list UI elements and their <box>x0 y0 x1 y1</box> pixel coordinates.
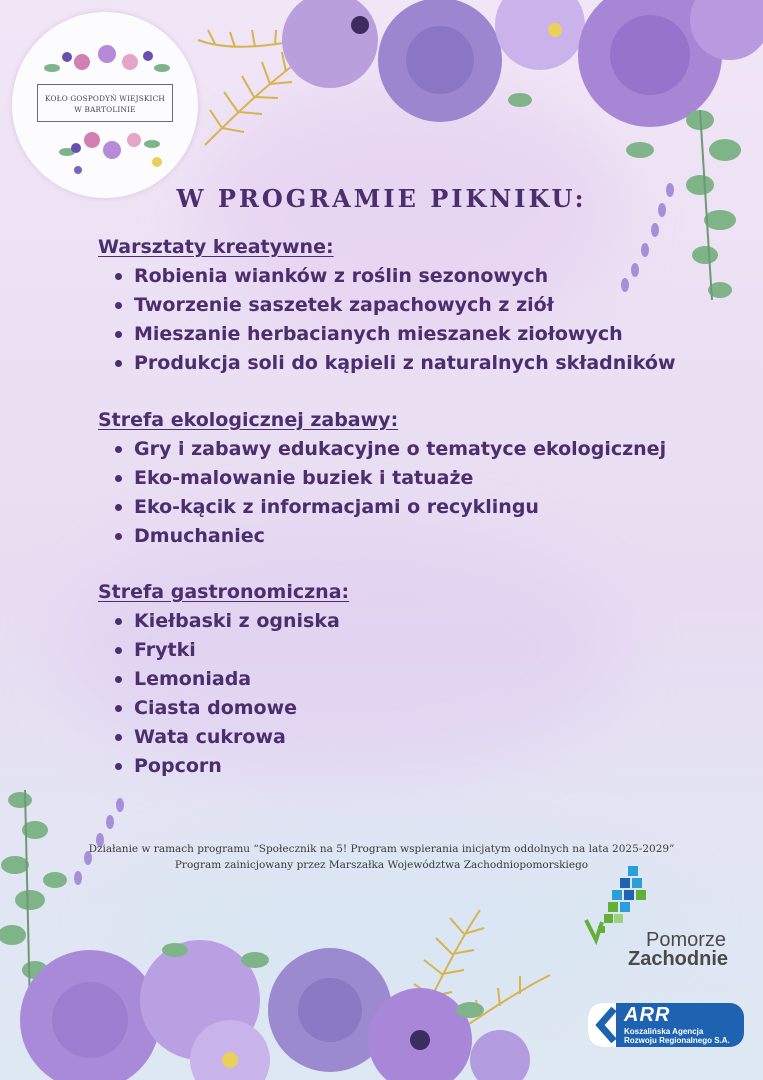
pomorze-zachodnie-logo <box>584 860 744 972</box>
list-item: Kiełbaski z ogniska <box>98 607 349 636</box>
logo-line2: W BARTOLINIE <box>74 105 136 114</box>
list-item: Dmuchaniec <box>98 522 666 551</box>
logo-text-box <box>37 84 173 122</box>
list-item: Robienia wianków z roślin sezonowych <box>98 262 676 291</box>
list-item: Gry i zabawy edukacyjne o tematyce ekologicznej <box>98 435 666 464</box>
section-gastronomy <box>98 578 349 781</box>
pomorze-mosaic-icon <box>584 860 654 950</box>
footer-line2: Program zainicjowany przez Marszałka Województwa Zachodniopomorskiego <box>174 859 589 871</box>
footer-line1: Działanie w ramach programu “Społecznik na 5! Program wspierania inicjatym oddolnych na lata 2025-2029” <box>88 843 675 855</box>
pomorze-text: Pomorze <box>646 929 727 951</box>
section-heading: Strefa gastronomiczna: <box>98 581 350 603</box>
list-item: Mieszanie herbacianych mieszanek ziołowych <box>98 320 676 349</box>
club-logo <box>12 12 198 198</box>
list-item: Ciasta domowe <box>98 694 349 723</box>
zachodnie-text: Zachodnie <box>628 948 729 970</box>
purple-flowers-bottom <box>20 940 530 1080</box>
purple-flowers-top <box>282 0 763 127</box>
eucalyptus-bottom-left <box>0 792 67 979</box>
list-item: Eko-malowanie buziek i tatuaże <box>98 464 666 493</box>
section-heading: Strefa ekologicznej zabawy: <box>98 409 399 431</box>
section-workshops <box>98 233 676 378</box>
arr-logo <box>588 1003 744 1047</box>
list-item: Eko-kącik z informacjami o recyklingu <box>98 493 666 522</box>
list-item: Tworzenie saszetek zapachowych z ziół <box>98 291 676 320</box>
arr-arrow-icon <box>592 1003 626 1047</box>
list-item: Produkcja soli do kąpieli z naturalnych składników <box>98 349 676 378</box>
list-item: Wata cukrowa <box>98 723 349 752</box>
arr-subtitle <box>624 1027 730 1045</box>
section-heading: Warsztaty kreatywne: <box>98 236 334 258</box>
arr-line1: Koszalińska Agencja <box>624 1027 704 1036</box>
list-item: Popcorn <box>98 752 349 781</box>
arr-line2: Rozwoju Regionalnego S.A. <box>624 1036 730 1045</box>
page-title: W PROGRAMIE PIKNIKU: <box>176 184 587 213</box>
list-item: Lemoniada <box>98 665 349 694</box>
logo-line1: KOŁO GOSPODYŃ WIEJSKICH <box>44 94 165 103</box>
section-eco-zone <box>98 406 666 551</box>
list-item: Frytki <box>98 636 349 665</box>
arr-letters: ARR <box>624 1004 671 1026</box>
